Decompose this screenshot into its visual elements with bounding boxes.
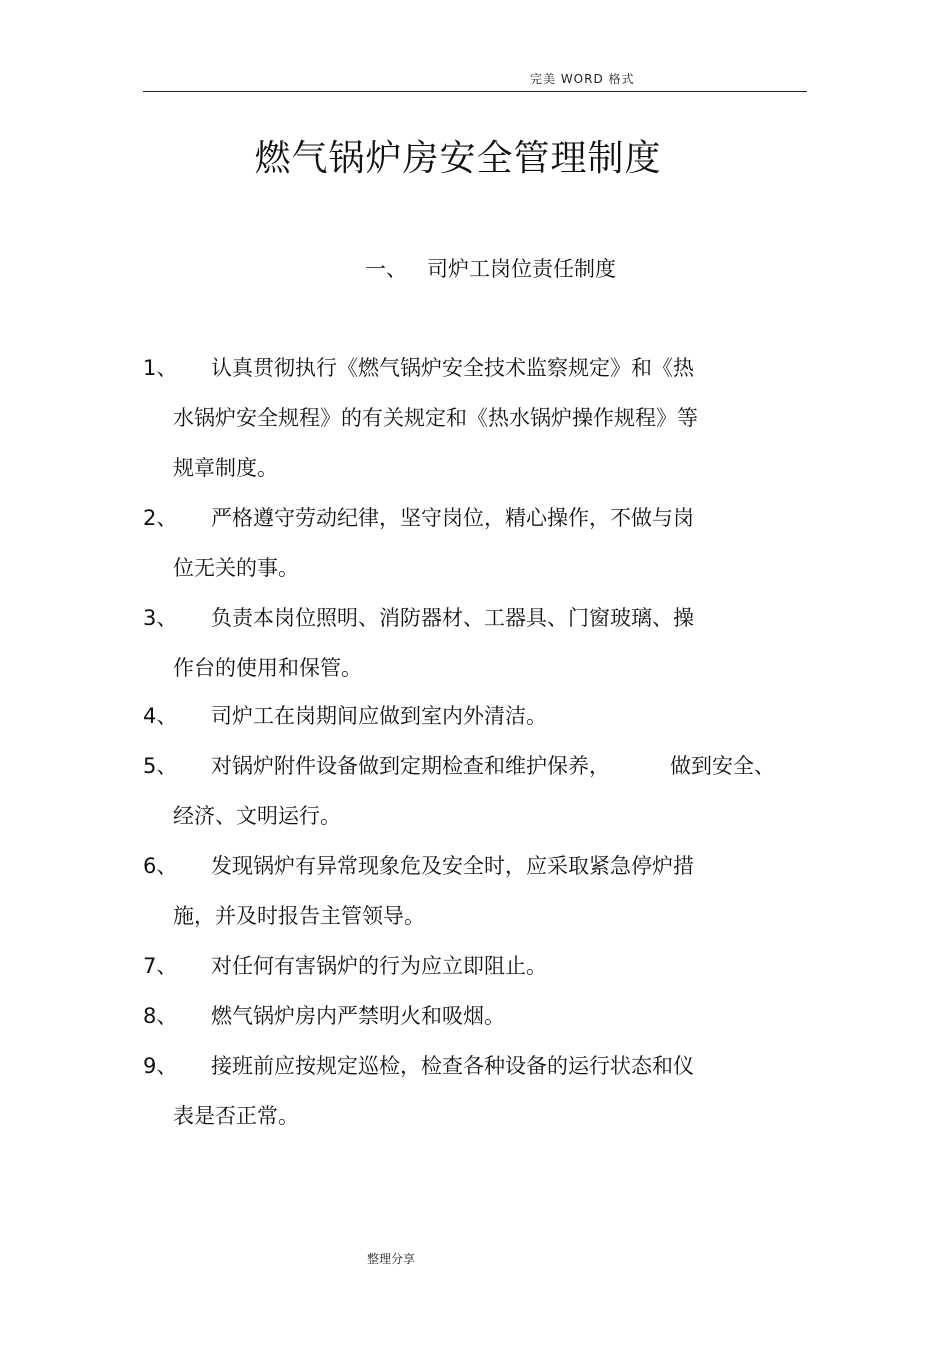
item-number: 3、	[143, 606, 178, 630]
item-text: 司炉工在岗期间应做到室内外清洁。	[211, 704, 547, 728]
item-text: 负责本岗位照明、消防器材、工器具、门窗玻璃、操	[211, 606, 694, 630]
list-item-1	[143, 343, 698, 493]
page-footer-text: 整理分享	[367, 1252, 416, 1266]
item-text: 燃气锅炉房内严禁明火和吸烟。	[211, 1004, 505, 1028]
section-title: 司炉工岗位责任制度	[427, 257, 616, 281]
list-item-8	[143, 991, 505, 1041]
item-number: 6、	[143, 854, 178, 878]
list-item-2	[143, 493, 694, 593]
item-text: 对锅炉附件设备做到定期检查和维护保养，	[211, 754, 610, 778]
item-text: 经济、文明运行。	[173, 804, 341, 828]
item-number: 9、	[143, 1054, 178, 1078]
item-text: 水锅炉安全规程》的有关规定和《热水锅炉操作规程》等	[173, 406, 698, 430]
list-item-3	[143, 593, 694, 693]
section-heading	[365, 253, 616, 283]
item-text: 对任何有害锅炉的行为应立即阻止。	[211, 954, 547, 978]
section-number: 一、	[365, 257, 407, 281]
item-text-tail: 做到安全、	[670, 754, 775, 778]
item-text: 施，并及时报告主管领导。	[173, 904, 425, 928]
list-item-9	[143, 1041, 694, 1141]
item-number: 2、	[143, 506, 178, 530]
list-item-5	[143, 741, 775, 841]
item-text: 规章制度。	[173, 456, 278, 480]
header-divider	[143, 91, 807, 92]
item-number: 4、	[143, 704, 178, 728]
item-text: 位无关的事。	[173, 556, 299, 580]
item-number: 1、	[143, 356, 178, 380]
list-item-6	[143, 841, 694, 941]
page-header-text: 完美 WORD 格式	[530, 72, 635, 86]
item-text: 接班前应按规定巡检，检查各种设备的运行状态和仪	[211, 1054, 694, 1078]
item-text: 严格遵守劳动纪律，坚守岗位，精心操作，不做与岗	[211, 506, 694, 530]
item-text: 作台的使用和保管。	[173, 656, 362, 680]
list-item-4	[143, 691, 547, 741]
item-text: 认真贯彻执行《燃气锅炉安全技术监察规定》和《热	[211, 356, 694, 380]
item-number: 5、	[143, 754, 178, 778]
list-item-7	[143, 941, 547, 991]
item-text: 发现锅炉有异常现象危及安全时，应采取紧急停炉措	[211, 854, 694, 878]
item-number: 7、	[143, 954, 178, 978]
item-text: 表是否正常。	[173, 1104, 299, 1128]
item-number: 8、	[143, 1004, 178, 1028]
document-title: 燃气锅炉房安全管理制度	[254, 138, 662, 179]
